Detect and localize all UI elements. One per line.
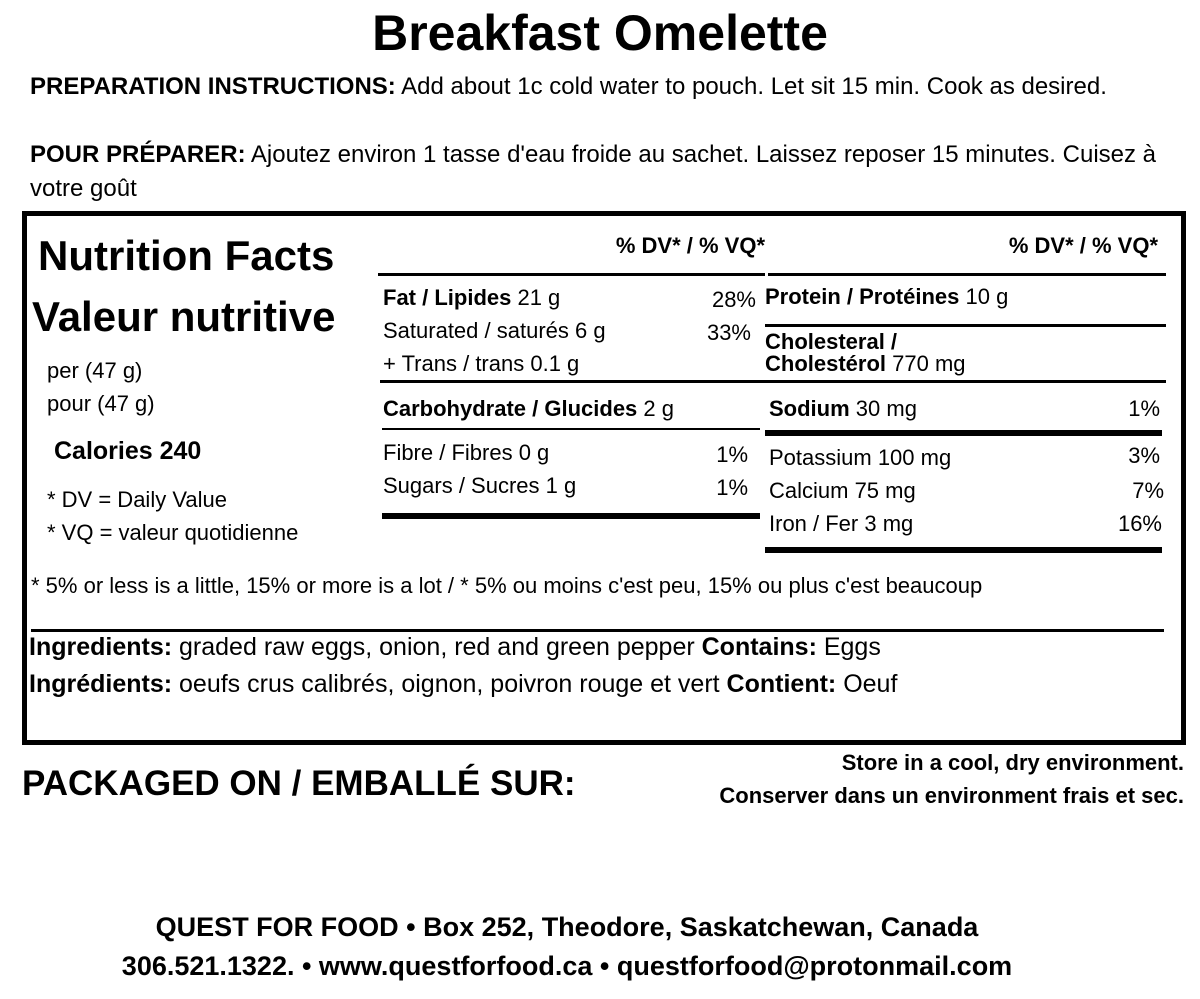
ingredients-text-en: graded raw eggs, onion, red and green pepper xyxy=(172,633,702,661)
prep-text-fr: Ajoutez environ 1 tasse d'eau froide au sachet. Laissez reposer 15 minutes. Cuisez à votre goût xyxy=(30,141,1157,202)
prep-instructions-en xyxy=(30,70,1160,104)
protein-row xyxy=(765,284,1008,310)
carb-row xyxy=(383,396,674,422)
carb-label: Carbohydrate / Glucides xyxy=(383,396,638,421)
rule-before-ingredients xyxy=(31,629,1164,632)
sodium-amount: 30 mg xyxy=(849,396,917,421)
packaged-on-label: PACKAGED ON / EMBALLÉ SUR: xyxy=(22,764,576,803)
saturated-pct: 33% xyxy=(706,320,751,345)
footer-address: QUEST FOR FOOD • Box 252, Theodore, Saskatchewan, Canada xyxy=(155,912,979,942)
rule-bottom-right xyxy=(765,547,1162,553)
calcium-pct: 7% xyxy=(1132,478,1164,503)
prep-instructions-fr xyxy=(30,138,1160,206)
prep-text-en: Add about 1c cold water to pouch. Let sit 15 min. Cook as desired. xyxy=(395,73,1107,100)
serving-size-en: per (47 g) xyxy=(47,358,143,383)
nutrition-title-en: Nutrition Facts xyxy=(38,232,335,279)
ingredients-text-fr: oeufs crus calibrés, oignon, poivron rouge et vert xyxy=(172,670,727,698)
rule-after-fat xyxy=(380,380,765,383)
rule-bottom-left xyxy=(382,513,760,519)
contains-fr: Oeuf xyxy=(836,670,898,698)
vq-note: * VQ = valeur quotidienne xyxy=(47,520,299,545)
sugars-pct: 1% xyxy=(716,475,748,500)
fat-amount: 21 g xyxy=(511,285,561,310)
calcium-row: Calcium 75 mg xyxy=(769,478,916,503)
product-title: Breakfast Omelette xyxy=(372,5,828,61)
sodium-label: Sodium xyxy=(769,396,850,421)
nutrition-facts-box xyxy=(22,211,1186,745)
sodium-pct: 1% xyxy=(1128,396,1160,421)
footer-contact: 306.521.1322. • www.questforfood.ca • questforfood@protonmail.com xyxy=(121,951,1013,981)
fat-row xyxy=(383,285,560,311)
sodium-row xyxy=(769,396,917,422)
ingredients-fr xyxy=(29,670,897,699)
rule-top-left xyxy=(378,273,765,276)
fat-label: Fat / Lipides xyxy=(383,285,512,310)
fibre-row: Fibre / Fibres 0 g xyxy=(383,440,550,465)
potassium-pct: 3% xyxy=(1128,443,1160,468)
contains-en: Eggs xyxy=(816,633,881,661)
ingredients-label-en: Ingredients: xyxy=(29,633,173,661)
nutrition-title-fr: Valeur nutritive xyxy=(32,293,336,340)
protein-label: Protein / Protéines xyxy=(765,284,960,309)
dv-footnote: * 5% or less is a little, 15% or more is a lot / * 5% ou moins c'est peu, 15% ou plus c'est beaucoup xyxy=(31,573,983,598)
rule-after-carb xyxy=(382,428,760,430)
fat-pct: 28% xyxy=(711,287,756,312)
calories: Calories 240 xyxy=(54,437,202,465)
contains-label-fr: Contient: xyxy=(726,670,837,698)
contains-label-en: Contains: xyxy=(701,633,817,661)
dv-header-left: % DV* / % VQ* xyxy=(615,233,765,258)
dv-note: * DV = Daily Value xyxy=(47,487,227,512)
rule-top-right xyxy=(768,273,1166,276)
sugars-row: Sugars / Sucres 1 g xyxy=(383,473,577,498)
iron-pct: 16% xyxy=(1117,511,1162,536)
rule-after-cholesterol xyxy=(765,380,1166,383)
serving-size-fr: pour (47 g) xyxy=(47,391,155,416)
prep-label-en: PREPARATION INSTRUCTIONS: xyxy=(30,73,396,100)
fibre-pct: 1% xyxy=(716,442,748,467)
saturated-row: Saturated / saturés 6 g xyxy=(383,318,606,343)
iron-row: Iron / Fer 3 mg xyxy=(769,511,914,536)
cholesterol-label-fr: Cholestérol xyxy=(765,351,887,376)
cholesterol-label-en: Cholesteral / xyxy=(765,329,898,354)
prep-label-fr: POUR PRÉPARER: xyxy=(30,141,246,168)
trans-row: + Trans / trans 0.1 g xyxy=(383,351,580,376)
rule-after-protein xyxy=(765,324,1166,327)
storage-en: Store in a cool, dry environment. xyxy=(841,750,1184,775)
cholesterol-amount: 770 mg xyxy=(886,351,966,376)
carb-amount: 2 g xyxy=(637,396,674,421)
protein-amount: 10 g xyxy=(959,284,1009,309)
rule-after-sodium xyxy=(765,430,1162,436)
dv-header-right: % DV* / % VQ* xyxy=(1008,233,1158,258)
cholesterol-row xyxy=(765,352,966,376)
potassium-row: Potassium 100 mg xyxy=(769,445,952,470)
ingredients-en xyxy=(29,633,881,662)
ingredients-label-fr: Ingrédients: xyxy=(29,670,173,698)
storage-fr: Conserver dans un environment frais et sec. xyxy=(719,783,1184,808)
